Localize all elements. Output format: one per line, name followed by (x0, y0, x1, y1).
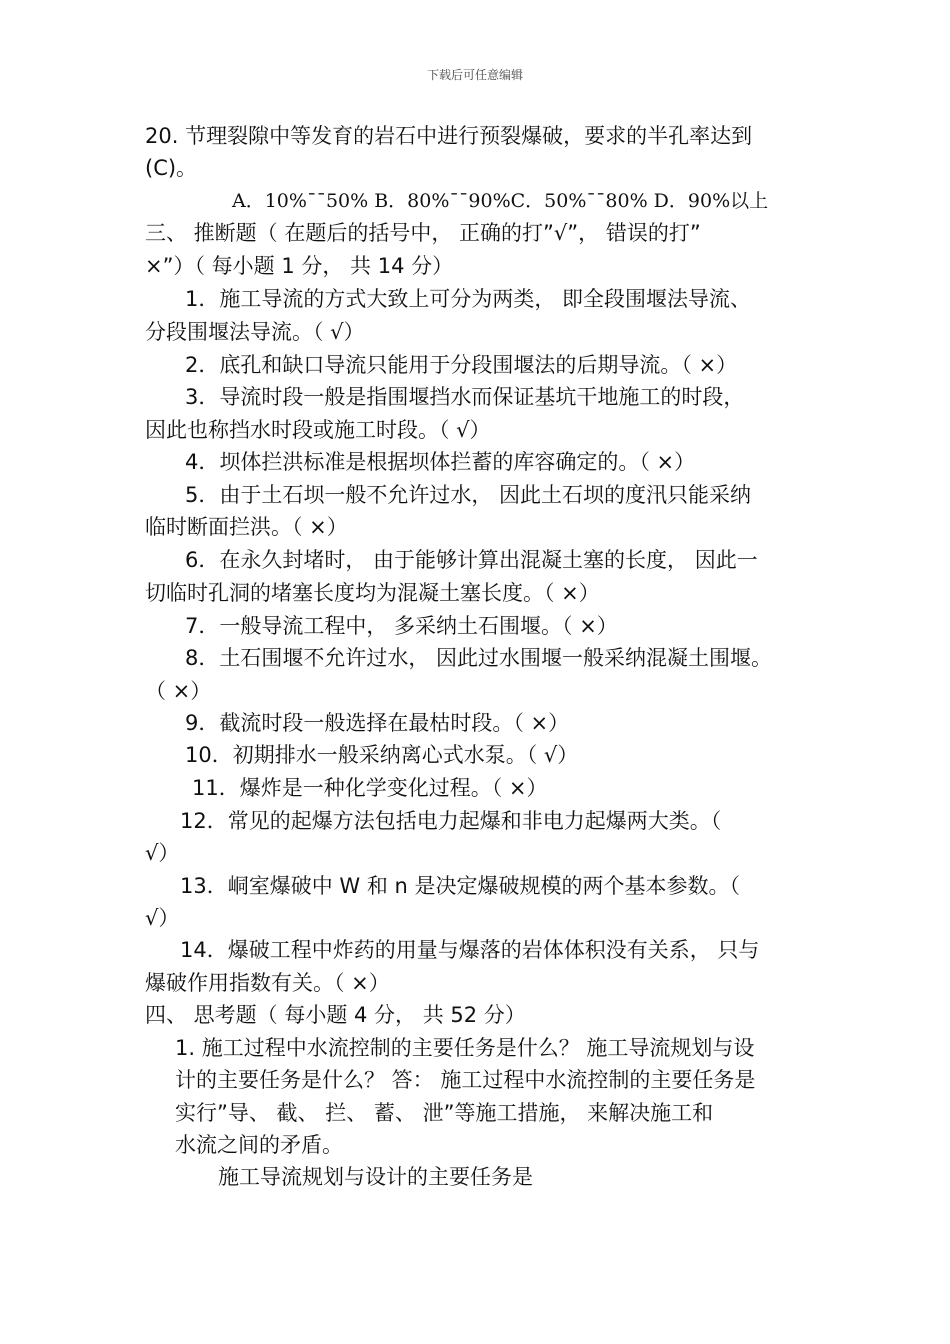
judgement-item-1: 1．施工导流的方式大致上可分为两类， 即全段围堰法导流、 (185, 287, 752, 311)
judgement-item-3: 3．导流时段一般是指围堰挡水而保证基坑干地施工的时段， (185, 385, 745, 409)
thinking-q1-continue: 施工导流规划与设计的主要任务是 (218, 1165, 533, 1189)
judgement-item-13-cont: √） (145, 906, 180, 930)
section4-title: 四、 思考题（ 每小题 4 分， 共 52 分） (145, 1003, 526, 1027)
judgement-item-7: 7．一般导流工程中， 多采纳土石围堰。（ ×） (185, 614, 618, 638)
judgement-item-12-cont: √） (145, 841, 180, 865)
q20-options: A．10%¯¯50% B．80%¯¯90%C．50%¯¯80% D．90%以上 (232, 190, 769, 212)
judgement-item-5-cont: 临时断面拦洪。（ ×） (145, 515, 348, 539)
judgement-item-5: 5．由于土石坝一般不允许过水， 因此土石坝的度汛只能采纳 (185, 483, 752, 507)
q20-line-1: 20. 节理裂隙中等发育的岩石中进行预裂爆破，要求的半孔率达到 (145, 124, 753, 148)
judgement-item-14: 14．爆破工程中炸药的用量与爆落的岩体体积没有关系， 只与 (180, 938, 760, 962)
judgement-item-2: 2．底孔和缺口导流只能用于分段围堰法的后期导流。（ ×） (185, 353, 738, 377)
judgement-item-6: 6．在永久封堵时， 由于能够计算出混凝土塞的长度， 因此一 (185, 548, 758, 572)
judgement-item-12: 12．常见的起爆方法包括电力起爆和非电力起爆两大类。（ (180, 809, 722, 833)
page-header: 下载后可任意编辑 (426, 68, 523, 82)
thinking-q1-line-1: 1. 施工过程中水流控制的主要任务是什么？ 施工导流规划与设 (175, 1036, 755, 1060)
judgement-item-1-cont: 分段围堰法导流。（ √） (145, 320, 365, 344)
judgement-item-6-cont: 切临时孔洞的堵塞长度均为混凝土塞长度。（ ×） (145, 581, 600, 605)
thinking-q1-line-3: 实行”导、 截、 拦、 蓄、 泄”等施工措施， 来解决施工和 (175, 1101, 714, 1125)
section3-title-cont: ×”）（ 每小题 1 分， 共 14 分） (145, 254, 454, 278)
q20-line-2: (C)。 (145, 156, 198, 180)
section3-title: 三、 推断题（ 在题后的括号中， 正确的打”√”， 错误的打” (145, 221, 701, 245)
judgement-item-4: 4．坝体拦洪标准是根据坝体拦蓄的库容确定的。（ ×） (185, 450, 696, 474)
judgement-item-9: 9．截流时段一般选择在最枯时段。（ ×） (185, 711, 570, 735)
judgement-item-13: 13．峒室爆破中 W 和 n 是决定爆破规模的两个基本参数。（ (180, 874, 740, 898)
thinking-q1-line-4: 水流之间的矛盾。 (175, 1133, 343, 1157)
judgement-item-8-cont: （ ×） (145, 679, 212, 703)
judgement-item-14-cont: 爆破作用指数有关。（ ×） (145, 971, 390, 995)
judgement-item-3-cont: 因此也称挡水时段或施工时段。（ √） (145, 418, 491, 442)
thinking-q1-line-2: 计的主要任务是什么？ 答： 施工过程中水流控制的主要任务是 (175, 1068, 756, 1092)
judgement-item-11: 11．爆炸是一种化学变化过程。（ ×） (192, 776, 548, 800)
judgement-item-10: 10．初期排水一般采纳离心式水泵。（ √） (185, 743, 579, 767)
judgement-item-8: 8．土石围堰不允许过水， 因此过水围堰一般采纳混凝土围堰。 (185, 646, 773, 670)
